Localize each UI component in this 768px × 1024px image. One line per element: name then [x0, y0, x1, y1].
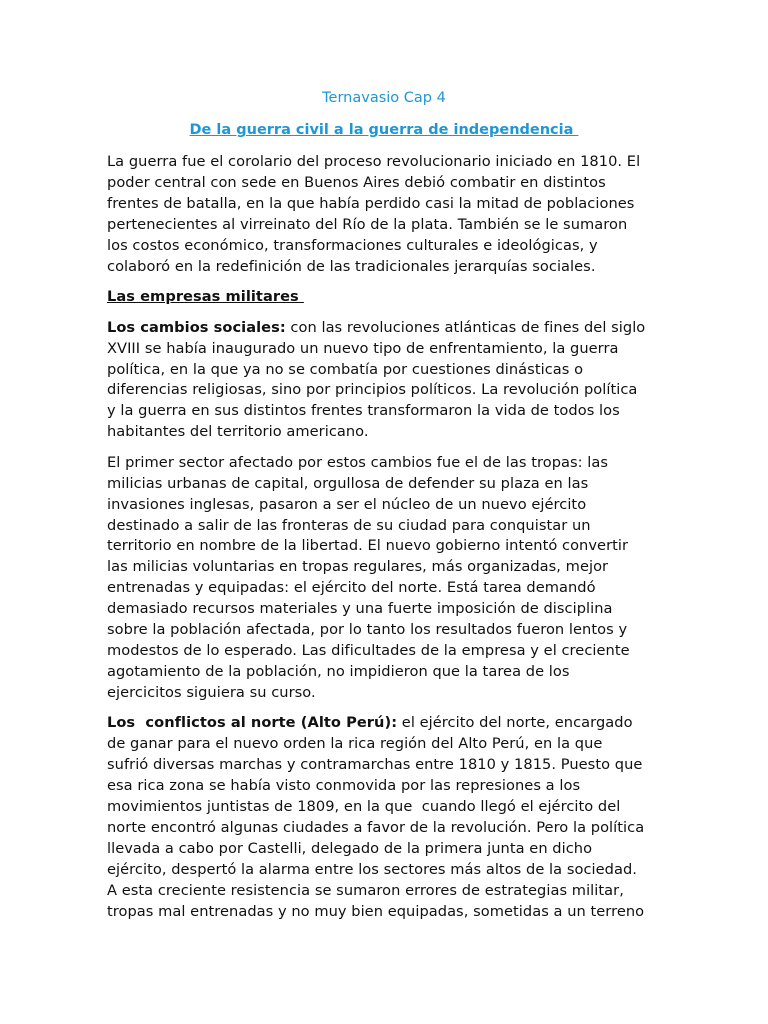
text-line: movimientos juntistas de 1809, en la que cuando llegó el ejército del	[107, 798, 621, 816]
section-heading: Las empresas militares	[107, 288, 304, 306]
intro-paragraph	[107, 152, 663, 277]
text-line: agotamiento de la población, no impidieron que la tarea de los	[107, 662, 570, 680]
text-line: demasiado recursos materiales y una fuerte imposición de disciplina	[107, 600, 613, 618]
cambios-first-rest: con las revoluciones atlánticas de fines del siglo	[285, 318, 646, 336]
text-line: El primer sector afectado por estos cambios fue el de las tropas: las	[107, 453, 609, 471]
conflictos-first-rest: el ejército del norte, encargado	[397, 714, 633, 732]
tropas-paragraph	[107, 453, 663, 704]
text-line: territorio en nombre de la libertad. El nuevo gobierno intentó convertir	[107, 537, 629, 555]
text-line	[107, 713, 663, 734]
text-line: llevada a cabo por Castelli, delegado de la primera junta en dicho	[107, 839, 593, 857]
document-body	[107, 152, 663, 932]
text-line: y la guerra en sus distintos frentes transformaron la vida de todos los	[107, 402, 620, 420]
text-line: ejercicitos siguiera su curso.	[107, 683, 316, 701]
text-line: norte encontró algunas ciudades a favor de la revolución. Pero la política	[107, 818, 645, 836]
text-line: ejército, despertó la alarma entre los sectores más altos de la sociedad.	[107, 860, 637, 878]
text-line: política, en la que ya no se combatía por cuestiones dinásticas o	[107, 360, 584, 378]
text-line: los costos económico, transformaciones culturales e ideológicas, y	[107, 236, 598, 254]
conflictos-paragraph	[107, 713, 663, 922]
text-line: diferencias religiosas, sino por principios políticos. La revolución política	[107, 381, 638, 399]
text-line: habitantes del territorio americano.	[107, 423, 369, 441]
cambios-lead: Los cambios sociales:	[107, 318, 286, 336]
text-line: poder central con sede en Buenos Aires debió combatir en distintos	[107, 173, 606, 191]
text-line: frentes de batalla, en la que había perdido casi la mitad de poblaciones	[107, 194, 635, 212]
text-line: de ganar para el nuevo orden la rica región del Alto Perú, en la que	[107, 735, 603, 753]
text-line: milicias urbanas de capital, orgullosa de defender su plaza en las	[107, 474, 589, 492]
text-line: sufrió diversas marchas y contramarchas entre 1810 y 1815. Puesto que	[107, 756, 643, 774]
text-line: La guerra fue el corolario del proceso revolucionario iniciado en 1810. El	[107, 153, 641, 170]
cambios-paragraph	[107, 318, 663, 443]
document-subtitle[interactable]: De la guerra civil a la guerra de independencia	[189, 122, 579, 138]
text-line: destinado a salir de las fronteras de su ciudad para conquistar un	[107, 516, 591, 534]
text-line: esa rica zona se había visto conmovida por las represiones a los	[107, 777, 581, 795]
text-line: entrenadas y equipadas: el ejército del norte. Está tarea demandó	[107, 579, 596, 597]
text-line: tropas mal entrenadas y no muy bien equipadas, sometidas a un terreno	[107, 902, 645, 920]
section-heading-paragraph	[107, 287, 663, 308]
text-line: invasiones inglesas, pasaron a ser el núcleo de un nuevo ejército	[107, 495, 587, 513]
text-line: modestos de lo esperado. Las dificultades de la empresa y el creciente	[107, 642, 630, 659]
text-line: A esta creciente resistencia se sumaron errores de estrategias militar,	[107, 881, 624, 899]
document-title: Ternavasio Cap 4	[322, 90, 446, 106]
text-line: XVIII se había inaugurado un nuevo tipo de enfrentamiento, la guerra	[107, 339, 619, 357]
text-line: las milicias voluntarias en tropas regulares, más organizadas, mejor	[107, 558, 609, 576]
text-line	[107, 318, 663, 339]
text-line: colaboró en la redefinición de las tradicionales jerarquías sociales.	[107, 257, 596, 275]
text-line: sobre la población afectada, por lo tanto los resultados fueron lentos y	[107, 621, 628, 639]
conflictos-lead: Los conflictos al norte (Alto Perú):	[107, 714, 398, 732]
text-line: pertenecientes al virreinato del Río de la plata. También se le sumaron	[107, 215, 628, 233]
